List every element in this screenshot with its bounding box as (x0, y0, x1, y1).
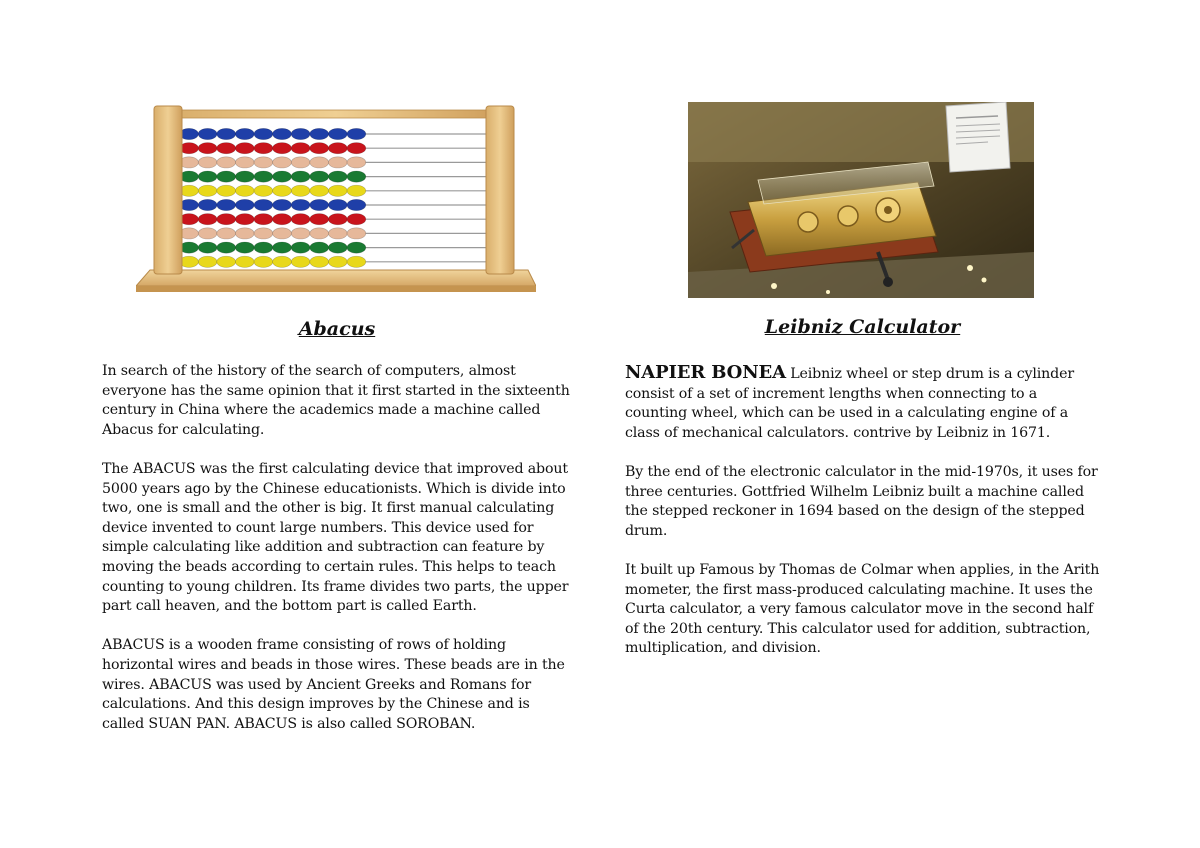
abacus-text (102, 362, 572, 754)
abacus-bead (254, 185, 273, 196)
leibniz-paragraph: By the end of the electronic calculator in the mid-1970s, it uses for three centuries. Gottfried Wilhelm Leibniz built a machine called the stepped reckoner in 1694 based on the design of the stepped drum. (625, 463, 1098, 539)
abacus-bead (347, 256, 366, 267)
abacus-bead (291, 199, 310, 210)
abacus-bead (273, 171, 292, 182)
abacus-paragraph: The ABACUS was the first calculating device that improved about 5000 years ago by the Chinese educationists. Which is divide into two, one is small and the other is big. It first manual calculating device invented to count large numbers. This device used for simple calculating like addition and subtraction can feature by moving the beads according to certain rules. This helps to teach counting to young children. Its frame divides two parts, the upper part call heaven, and the bottom part is called Earth. (102, 460, 569, 615)
abacus-bead (273, 256, 292, 267)
abacus-bead (347, 214, 366, 225)
leibniz-paragraph: It built up Famous by Thomas de Colmar when applies, in the Arith mometer, the first mass-produced calculating machine. It uses the Curta calculator, a very famous calculator move in the second half of the 20th century. This calculator used for addition, subtraction, multiplication, and division. (625, 561, 1100, 657)
abacus-bead (347, 157, 366, 168)
abacus-bead (254, 143, 273, 154)
abacus-bead (273, 214, 292, 225)
abacus-bead (273, 128, 292, 139)
abacus-bead (347, 242, 366, 253)
abacus-bead (310, 214, 329, 225)
abacus-bead (328, 214, 347, 225)
abacus-bead (310, 143, 329, 154)
abacus-bead (198, 128, 217, 139)
abacus-bead (328, 128, 347, 139)
abacus-bead (347, 185, 366, 196)
abacus-bead (235, 171, 254, 182)
abacus-bead (273, 228, 292, 239)
abacus-bead (310, 185, 329, 196)
abacus-bead (291, 143, 310, 154)
abacus-bead (198, 171, 217, 182)
abacus-bead (328, 199, 347, 210)
abacus-bead (310, 199, 329, 210)
abacus-bead (235, 128, 254, 139)
abacus-bead (254, 171, 273, 182)
abacus-bead (235, 157, 254, 168)
leibniz-paragraph (625, 363, 1100, 443)
abacus-bead (217, 185, 236, 196)
abacus-bead (310, 128, 329, 139)
abacus-bead (291, 157, 310, 168)
abacus-bead (347, 171, 366, 182)
abacus-bead (310, 242, 329, 253)
abacus-bead (217, 256, 236, 267)
abacus-bead (217, 242, 236, 253)
abacus-bead (328, 256, 347, 267)
abacus-bead (291, 228, 310, 239)
abacus-bead (328, 185, 347, 196)
abacus-bead (254, 242, 273, 253)
leibniz-heading: Leibniz Calculator (764, 316, 961, 338)
abacus-bead (273, 157, 292, 168)
abacus-bead (328, 242, 347, 253)
abacus-bead (198, 242, 217, 253)
abacus-bead (235, 214, 254, 225)
abacus-bead (273, 185, 292, 196)
abacus-bead (217, 143, 236, 154)
abacus-bead (254, 157, 273, 168)
abacus-paragraph: ABACUS is a wooden frame consisting of rows of holding horizontal wires and beads in those wires. These beads are in the wires. ABACUS was used by Ancient Greeks and Romans for calculations. And this design improves by the Chinese and is called SUAN PAN. ABACUS is also called SOROBAN. (102, 637, 565, 732)
abacus-bead (273, 199, 292, 210)
napier-bonea-term: NAPIER BONEA (625, 362, 786, 383)
abacus-bead (310, 228, 329, 239)
abacus-bead (198, 228, 217, 239)
abacus-bead (328, 228, 347, 239)
abacus-bead (291, 256, 310, 267)
abacus-bead (254, 214, 273, 225)
abacus-heading: Abacus (298, 318, 376, 340)
abacus-bead (217, 214, 236, 225)
abacus-bead (310, 256, 329, 267)
abacus-bead (273, 143, 292, 154)
abacus-bead (198, 256, 217, 267)
abacus-bead (198, 143, 217, 154)
abacus-bead (198, 214, 217, 225)
abacus-bead (347, 199, 366, 210)
abacus-image (136, 102, 536, 294)
abacus-bead (347, 228, 366, 239)
leibniz-calculator-image (688, 102, 1034, 298)
abacus-bead (235, 228, 254, 239)
abacus-bead (198, 157, 217, 168)
abacus-bead (235, 256, 254, 267)
abacus-bead (273, 242, 292, 253)
abacus-bead (235, 143, 254, 154)
abacus-bead (328, 157, 347, 168)
abacus-bead (254, 256, 273, 267)
leibniz-paragraph-text: Leibniz wheel or step drum is a cylinder consist of a set of increment lengths when connecting to a counting wheel, which can be used in a calculating engine of a class of mechanical calculators. contrive by Leibniz in 1671. (625, 366, 1074, 441)
abacus-bead (198, 199, 217, 210)
abacus-bead (198, 185, 217, 196)
abacus-beads (180, 128, 366, 267)
abacus-bead (347, 128, 366, 139)
abacus-bead (217, 157, 236, 168)
leibniz-text (625, 363, 1100, 679)
abacus-bead (254, 199, 273, 210)
abacus-bead (235, 185, 254, 196)
abacus-bead (235, 242, 254, 253)
abacus-bead (291, 185, 310, 196)
abacus-bead (235, 199, 254, 210)
abacus-paragraph: In search of the history of the search of computers, almost everyone has the same opinion that it first started in the sixteenth century in China where the academics made a machine called Abacus for calculating. (102, 363, 570, 438)
abacus-bead (310, 157, 329, 168)
abacus-bead (254, 228, 273, 239)
abacus-bead (254, 128, 273, 139)
abacus-bead (347, 143, 366, 154)
abacus-bead (217, 228, 236, 239)
abacus-bead (217, 199, 236, 210)
abacus-bead (328, 171, 347, 182)
abacus-bead (217, 128, 236, 139)
abacus-bead (291, 171, 310, 182)
abacus-bead (291, 242, 310, 253)
abacus-bead (291, 128, 310, 139)
abacus-bead (291, 214, 310, 225)
abacus-bead (217, 171, 236, 182)
abacus-bead (328, 143, 347, 154)
abacus-bead (310, 171, 329, 182)
